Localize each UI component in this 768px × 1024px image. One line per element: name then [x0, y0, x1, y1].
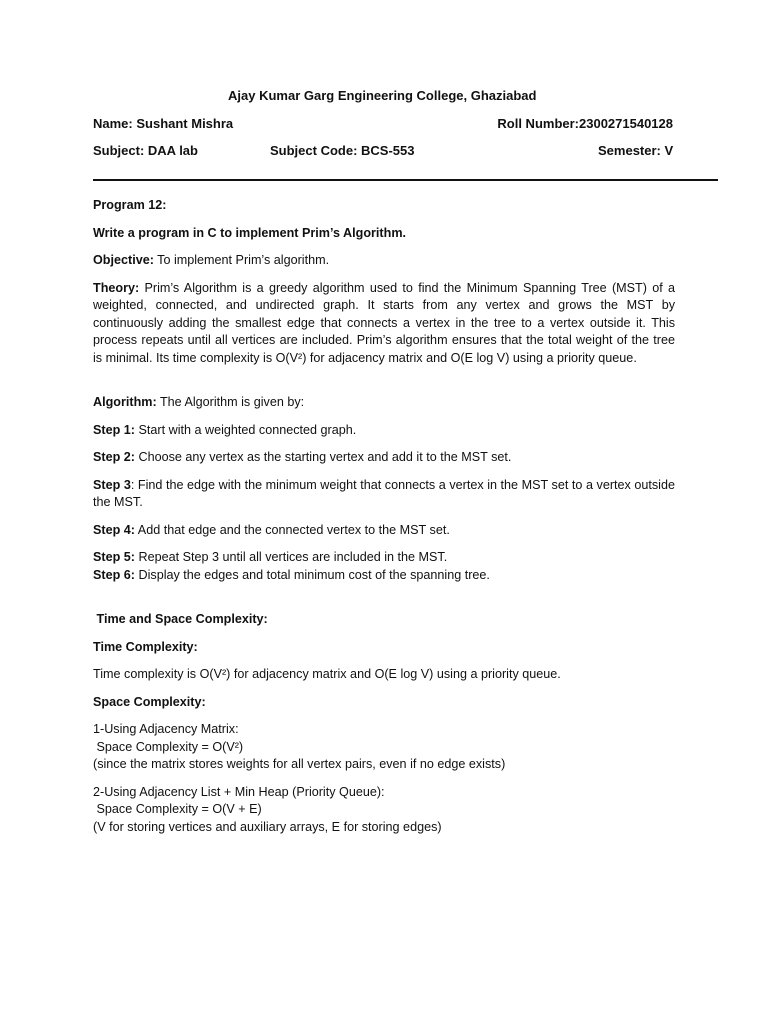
document-body — [93, 197, 675, 846]
step-label: Step 4: — [93, 522, 135, 537]
student-info-row — [93, 116, 675, 131]
step-label: Step 3 — [93, 477, 131, 492]
program-title: Write a program in C to implement Prim’s Algorithm. — [93, 225, 407, 240]
complexity-heading: Time and Space Complexity: — [93, 612, 268, 626]
step-text: Start with a weighted connected graph. — [135, 422, 357, 437]
algorithm-step — [93, 422, 675, 440]
semester: Semester: V — [598, 143, 674, 158]
objective-text: To implement Prim’s algorithm. — [153, 253, 330, 267]
time-complexity-heading: Time Complexity: — [93, 639, 198, 654]
step-label: Step 6: — [93, 567, 135, 582]
step-text: : Find the edge with the minimum weight that connects a vertex in the MST set to a vertex outside the MST. — [93, 477, 675, 509]
program-number: Program 12: — [93, 198, 167, 212]
algorithm-step — [93, 449, 675, 467]
matrix-value: Space Complexity = O(V²) — [93, 739, 244, 754]
space-matrix-block — [93, 721, 675, 774]
college-name: Ajay Kumar Garg Engineering College, Ghaziabad — [228, 88, 537, 103]
roll-number: Roll Number:2300271540128 — [497, 116, 673, 131]
step-text: Repeat Step 3 until all vertices are included in the MST. — [135, 550, 448, 564]
algorithm-label: Algorithm: — [93, 395, 157, 409]
list-title: 2-Using Adjacency List + Min Heap (Priority Queue): — [93, 784, 385, 799]
step-label: Step 5: — [93, 550, 135, 564]
step-text: Add that edge and the connected vertex to the MST set. — [135, 522, 450, 537]
algorithm-step — [93, 567, 675, 585]
list-value: Space Complexity = O(V + E) — [93, 802, 262, 816]
matrix-title: 1-Using Adjacency Matrix: — [93, 722, 239, 736]
step-label: Step 2: — [93, 450, 135, 464]
theory-label: Theory: — [93, 280, 140, 295]
space-complexity-heading: Space Complexity: — [93, 694, 206, 709]
time-complexity-text: Time complexity is O(V²) for adjacency matrix and O(E log V) using a priority queue. — [93, 667, 561, 681]
objective-label: Objective: — [93, 253, 154, 267]
space-list-block — [93, 784, 675, 837]
subject: Subject: DAA lab — [93, 143, 198, 158]
theory-text: Prim’s Algorithm is a greedy algorithm used to find the Minimum Spanning Tree (MST) of a weighted, connected, and undirected graph. It starts from any vertex and grows the MST by continuously adding the smallest edge that connects a vertex in the tree to a vertex outside it. This process repeats until all vertices are included. Prim’s algorithm ensures that the total weight of the tree is minimal. Its time complexity is O(V²) for adjacency matrix and O(E log V) using a priority queue. — [93, 280, 675, 365]
subject-code: Subject Code: BCS-553 — [270, 143, 415, 158]
theory — [93, 280, 675, 368]
step-label: Step 1: — [93, 422, 135, 437]
algorithm-step — [93, 549, 675, 567]
matrix-note: (since the matrix stores weights for all vertex pairs, even if no edge exists) — [93, 757, 506, 771]
algorithm-step — [93, 477, 675, 512]
algorithm-intro — [93, 394, 675, 412]
step-text: Choose any vertex as the starting vertex and add it to the MST set. — [135, 450, 512, 464]
subject-info-row — [93, 143, 675, 158]
algorithm-intro-text: The Algorithm is given by: — [156, 395, 305, 409]
algorithm-step — [93, 522, 675, 540]
objective — [93, 252, 675, 270]
header-divider — [93, 179, 718, 181]
step-text: Display the edges and total minimum cost of the spanning tree. — [135, 567, 490, 582]
student-name: Name: Sushant Mishra — [93, 116, 234, 131]
list-note: (V for storing vertices and auxiliary arrays, E for storing edges) — [93, 819, 442, 834]
